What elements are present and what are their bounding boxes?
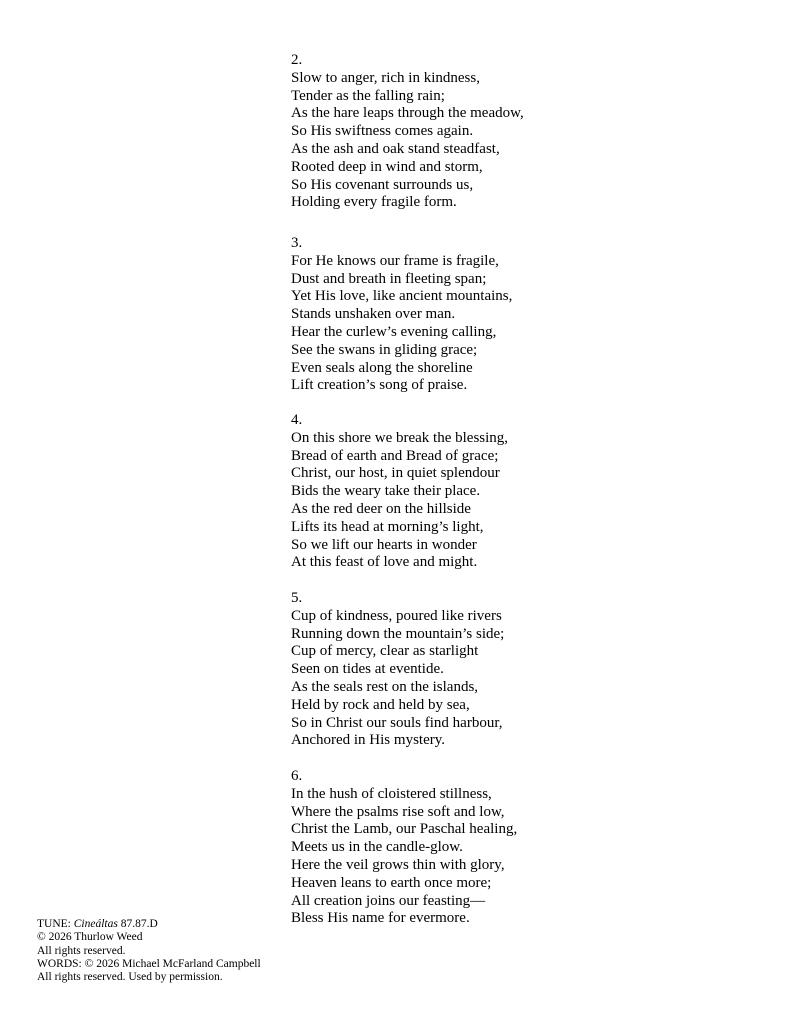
verse-number: 3.: [291, 235, 303, 251]
verse-line: Seen on tides at eventide.: [291, 661, 444, 678]
verse-line: Cup of kindness, poured like rivers: [291, 607, 502, 624]
tune-label: TUNE:: [37, 918, 71, 930]
permission-line: All rights reserved. Used by permission.: [37, 971, 223, 984]
verse-line: So His covenant surrounds us,: [291, 176, 474, 193]
verse-number: 5.: [291, 590, 303, 606]
verse-line: So in Christ our souls find harbour,: [291, 714, 503, 731]
verse-number: 4.: [291, 412, 303, 428]
verse-line: Anchored in His mystery.: [291, 732, 445, 749]
verse-line: As the red deer on the hillside: [291, 500, 471, 517]
verse-line: In the hush of cloistered stillness,: [291, 785, 492, 802]
verse-line: Lifts its head at morning’s light,: [291, 518, 484, 535]
verse-line: Cup of mercy, clear as starlight: [291, 643, 479, 660]
verse-line: Held by rock and held by sea,: [291, 696, 470, 713]
verse-3: [291, 235, 591, 395]
verse-line: As the hare leaps through the meadow,: [291, 105, 524, 122]
verse-line: Meets us in the candle-glow.: [291, 839, 463, 856]
verse-number: 2.: [291, 52, 303, 68]
verse-line: Holding every fragile form.: [291, 194, 457, 211]
tune-meter: 87.87.D: [120, 918, 158, 930]
verse-line: Tender as the falling rain;: [291, 87, 445, 104]
verse-line: So His swiftness comes again.: [291, 123, 474, 140]
verse-line: All creation joins our feasting—: [291, 892, 486, 909]
verse-6: [291, 768, 591, 928]
verse-line: Running down the mountain’s side;: [291, 625, 505, 642]
verse-line: Here the veil grows thin with glory,: [291, 856, 505, 873]
verse-line: Lift creation’s song of praise.: [291, 377, 468, 394]
verse-line: Christ, our host, in quiet splendour: [291, 465, 500, 482]
verse-line: Bread of earth and Bread of grace;: [291, 447, 499, 464]
verse-line: Bless His name for evermore.: [291, 910, 470, 927]
verse-line: For He knows our frame is fragile,: [291, 252, 499, 269]
verse-line: Dust and breath in fleeting span;: [291, 270, 487, 287]
verse-line: Slow to anger, rich in kindness,: [291, 69, 480, 86]
verse-5: [291, 590, 591, 750]
verse-line: Bids the weary take their place.: [291, 483, 481, 500]
verse-line: Yet His love, like ancient mountains,: [291, 288, 513, 305]
verse-line: So we lift our hearts in wonder: [291, 536, 477, 553]
verse-4: [291, 412, 591, 572]
copyright-tune-line: © 2026 Thurlow Weed: [37, 931, 143, 944]
verse-line: Stands unshaken over man.: [291, 306, 456, 323]
verse-line: Hear the curlew’s evening calling,: [291, 323, 497, 340]
verse-line: Christ the Lamb, our Paschal healing,: [291, 821, 518, 838]
tune-line: [37, 918, 337, 931]
verse-2: [291, 52, 591, 212]
tune-name: Cineáltas: [73, 918, 118, 930]
verse-line: Where the psalms rise soft and low,: [291, 803, 505, 820]
verse-line: As the ash and oak stand steadfast,: [291, 140, 500, 157]
copyright-words-line: WORDS: © 2026 Michael McFarland Campbell: [37, 957, 261, 970]
verse-line: At this feast of love and might.: [291, 554, 478, 571]
verse-line: Rooted deep in wind and storm,: [291, 158, 483, 175]
verse-line: On this shore we break the blessing,: [291, 429, 509, 446]
footer-credits: [37, 918, 337, 984]
verse-number: 6.: [291, 768, 303, 784]
verse-line: Heaven leans to earth once more;: [291, 874, 492, 891]
verse-line: Even seals along the shoreline: [291, 359, 473, 376]
verse-line: As the seals rest on the islands,: [291, 678, 479, 695]
verse-line: See the swans in gliding grace;: [291, 341, 478, 358]
rights-reserved-line: All rights reserved.: [37, 944, 126, 957]
